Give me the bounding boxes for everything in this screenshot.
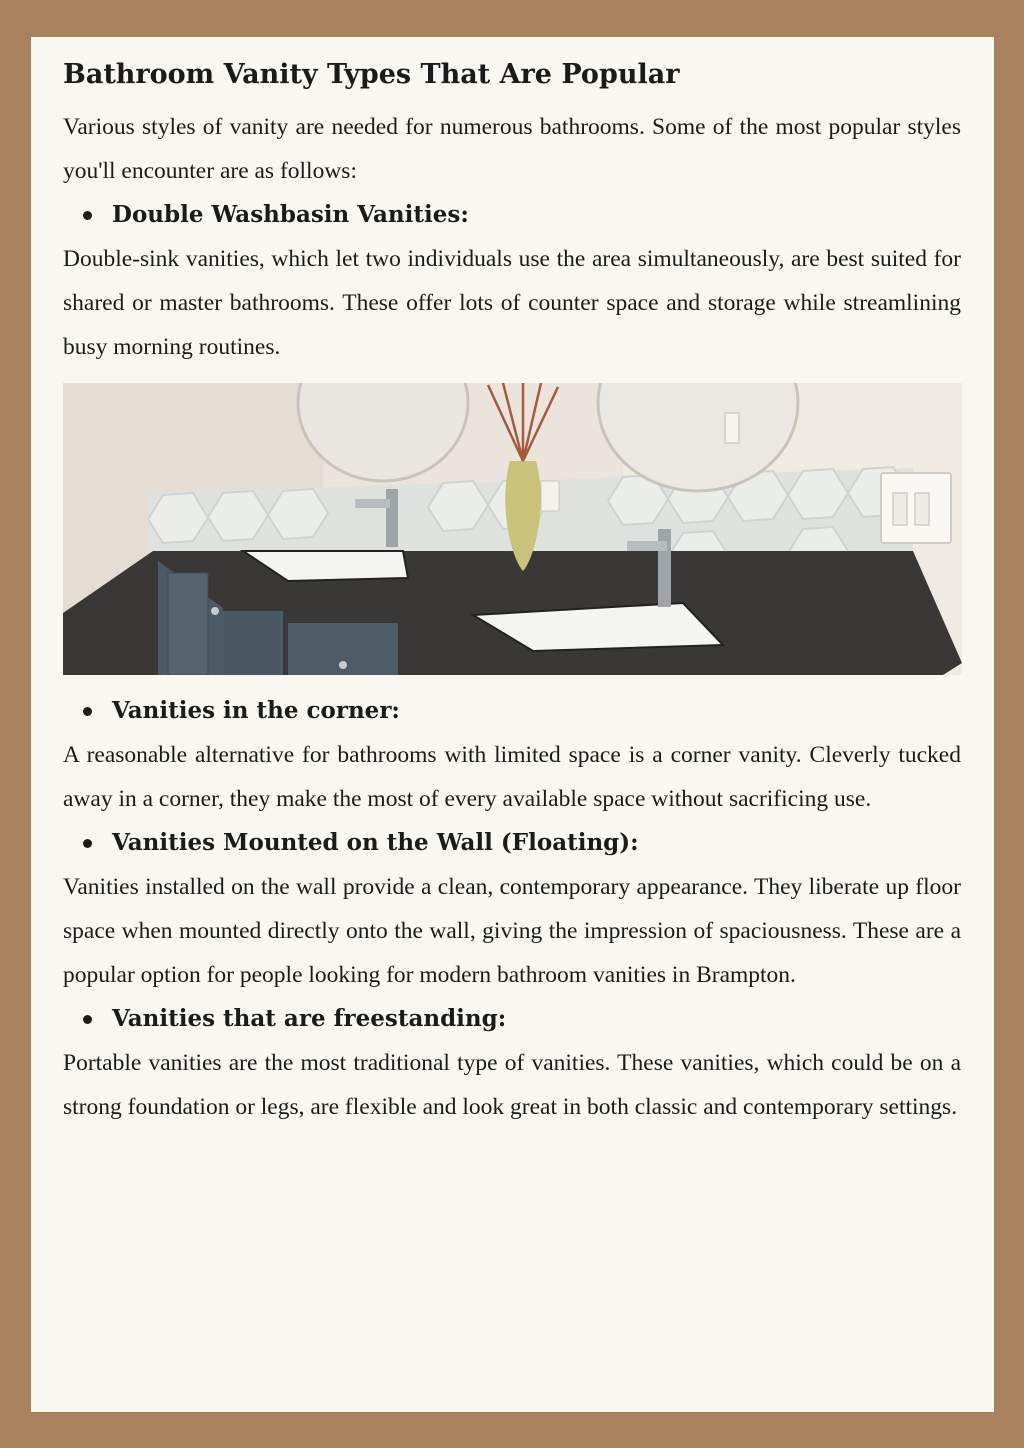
bullet-double-washbasin [63,193,961,237]
double-vanity-photo [63,383,962,675]
bullet-heading: Double Washbasin Vanities: [112,201,469,228]
bullet-heading: Vanities in the corner: [112,697,400,724]
content-card [31,37,994,1412]
section-paragraph: A reasonable alternative for bathrooms with limited space is a corner vanity. Cleverly tucked away in a corner, they make the most of every available space without sacrificing use. [63,742,961,812]
bullet-dot-icon [83,839,92,848]
section-paragraph: Portable vanities are the most traditional type of vanities. These vanities, which could be on a strong foundation or legs, are flexible and look great in both classic and contemporary settings. [63,1050,961,1120]
bullet-heading: Vanities that are freestanding: [112,1005,507,1032]
bullet-corner-vanities [63,689,961,733]
section-paragraph: Vanities installed on the wall provide a clean, contemporary appearance. They liberate up floor space when mounted directly onto the wall, giving the impression of spaciousness. These are a popular option for people looking for modern bathroom vanities in Brampton. [63,874,961,988]
bullet-dot-icon [83,1015,92,1024]
bullet-dot-icon [83,211,92,220]
section-paragraph: Double-sink vanities, which let two individuals use the area simultaneously, are best suited for shared or master bathrooms. These offer lots of counter space and storage while streamlining busy morning routines. [63,246,961,360]
intro-paragraph: Various styles of vanity are needed for numerous bathrooms. Some of the most popular styles you'll encounter are as follows: [63,114,961,184]
page-title: Bathroom Vanity Types That Are Popular [63,59,680,90]
article [63,55,961,1129]
bullet-freestanding [63,997,961,1041]
bullet-heading: Vanities Mounted on the Wall (Floating): [112,829,639,856]
bullet-wall-mounted [63,821,961,865]
bullet-dot-icon [83,707,92,716]
